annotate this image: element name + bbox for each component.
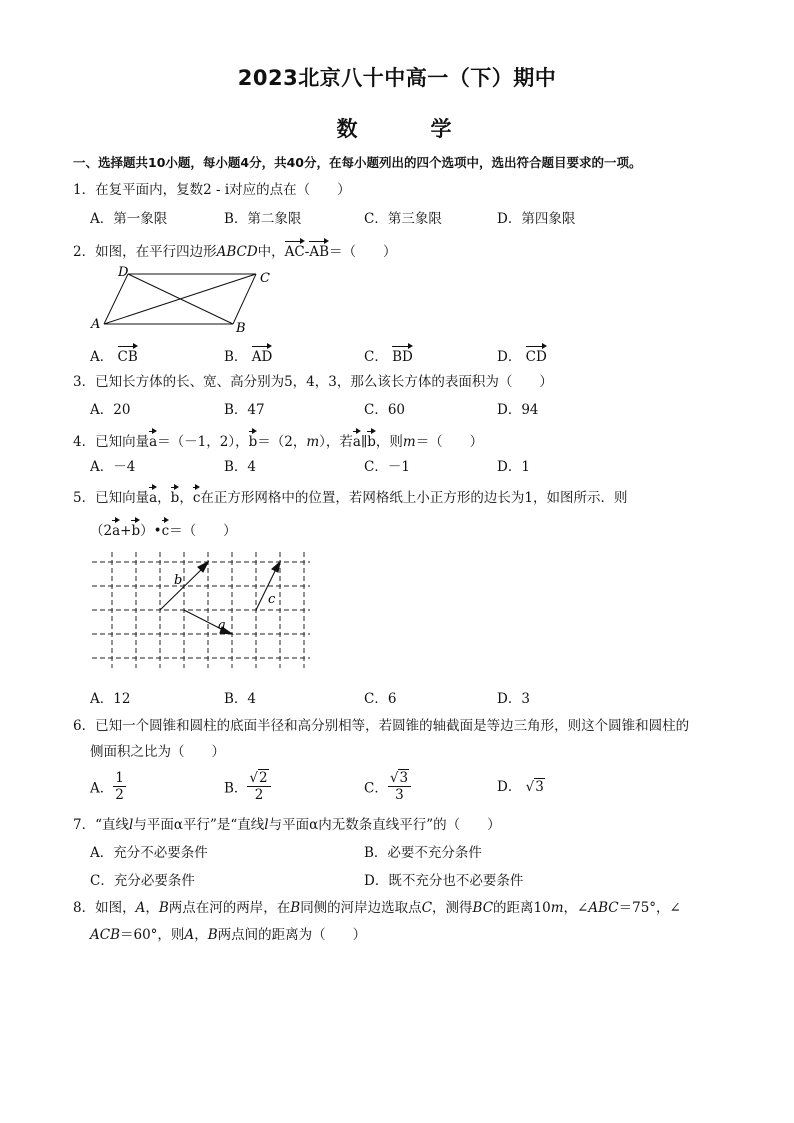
section-heading: 一、选择题共10小题，每小题4分，共40分，在每小题列出的四个选项中，选出符合题目要求的一项。: [73, 155, 642, 170]
parallelogram-figure: [88, 264, 268, 336]
question-5: 5．已知向量a，b，c在正方形网格中的位置，若网格纸上小正方形的边长为1，如图所示．则: [73, 486, 627, 507]
question-7: 7．“直线l与平面α平行”是“直线l与平面α内无数条直线平行”的（ ）: [73, 817, 501, 833]
q1-option-b: B．第二象限: [224, 211, 302, 227]
q5-option-a: A．12: [90, 691, 131, 707]
label-b: B: [236, 321, 246, 336]
q7-option-b: B．必要不充分条件: [364, 845, 482, 861]
question-3: 3．已知长方体的长、宽、高分别为5，4，3，那么该长方体的表面积为（ ）: [73, 374, 553, 390]
q6-option-a: A． $\frac{1}{2}$: [90, 770, 124, 803]
subject-title: 数 学: [336, 117, 478, 141]
q6-option-d: D． √3: [497, 779, 544, 795]
question-4: 4．已知向量a＝（－1，2），b＝（2，m），若a∥b，则m＝（ ）: [73, 430, 483, 451]
q1-option-a: A．第一象限: [90, 211, 168, 227]
q1-option-c: C．第三象限: [364, 211, 442, 227]
question-2: 2．如图，在平行四边形ABCD中，AC-AB＝（ ）: [73, 240, 397, 261]
label-c: C: [260, 271, 270, 286]
q4-option-a: A．－4: [90, 459, 136, 475]
question-6-line2: 侧面积之比为（ ）: [90, 744, 225, 760]
q2-option-a: A． CB: [90, 345, 138, 366]
vector-grid-figure: [88, 548, 316, 672]
label-d: D: [118, 265, 129, 280]
label-b: b: [174, 573, 183, 588]
label-c: c: [268, 592, 276, 607]
q7-option-a: A．充分不必要条件: [90, 845, 208, 861]
q1-option-d: D．第四象限: [497, 211, 576, 227]
q3-option-d: D．94: [497, 402, 539, 418]
q4-option-b: B．4: [224, 459, 257, 475]
q5-option-b: B．4: [224, 691, 257, 707]
question-1: 1．在复平面内，复数2 - i对应的点在（ ）: [73, 182, 351, 198]
q7-option-d: D．既不充分也不必要条件: [364, 873, 524, 889]
question-8-line2: ACB＝60°，则A，B两点间的距离为（ ）: [90, 927, 367, 943]
question-6: 6．已知一个圆锥和圆柱的底面半径和高分别相等，若圆锥的轴截面是等边三角形，则这个圆锥和圆柱的: [73, 718, 690, 734]
q2-option-c: C． BD: [364, 345, 413, 366]
q7-option-c: C．充分必要条件: [90, 873, 195, 889]
question-5-line2: （2a+b）•c＝（ ）: [90, 519, 237, 540]
q3-option-a: A．20: [90, 402, 131, 418]
q4-option-c: C．－1: [364, 459, 410, 475]
q3-option-c: C．60: [364, 402, 406, 418]
q4-option-d: D．1: [497, 459, 530, 475]
q6-option-c: C． $\frac{√3}{3}$: [364, 770, 411, 803]
q5-option-d: D．3: [497, 691, 530, 707]
question-8: 8．如图，A，B两点在河的两岸，在B同侧的河岸边选取点C，测得BC的距离10m，∠ABC＝75°，∠: [73, 900, 681, 916]
q2-option-b: B． AD: [224, 345, 272, 366]
q5-option-c: C．6: [364, 691, 397, 707]
q3-option-b: B．47: [224, 402, 265, 418]
page-title: 2023北京八十中高一（下）期中: [237, 66, 557, 90]
q6-option-b: B． $\frac{√2}{2}$: [224, 770, 271, 803]
label-a: A: [91, 317, 101, 332]
q2-option-d: D． CD: [497, 345, 547, 366]
label-a: a: [218, 618, 226, 633]
